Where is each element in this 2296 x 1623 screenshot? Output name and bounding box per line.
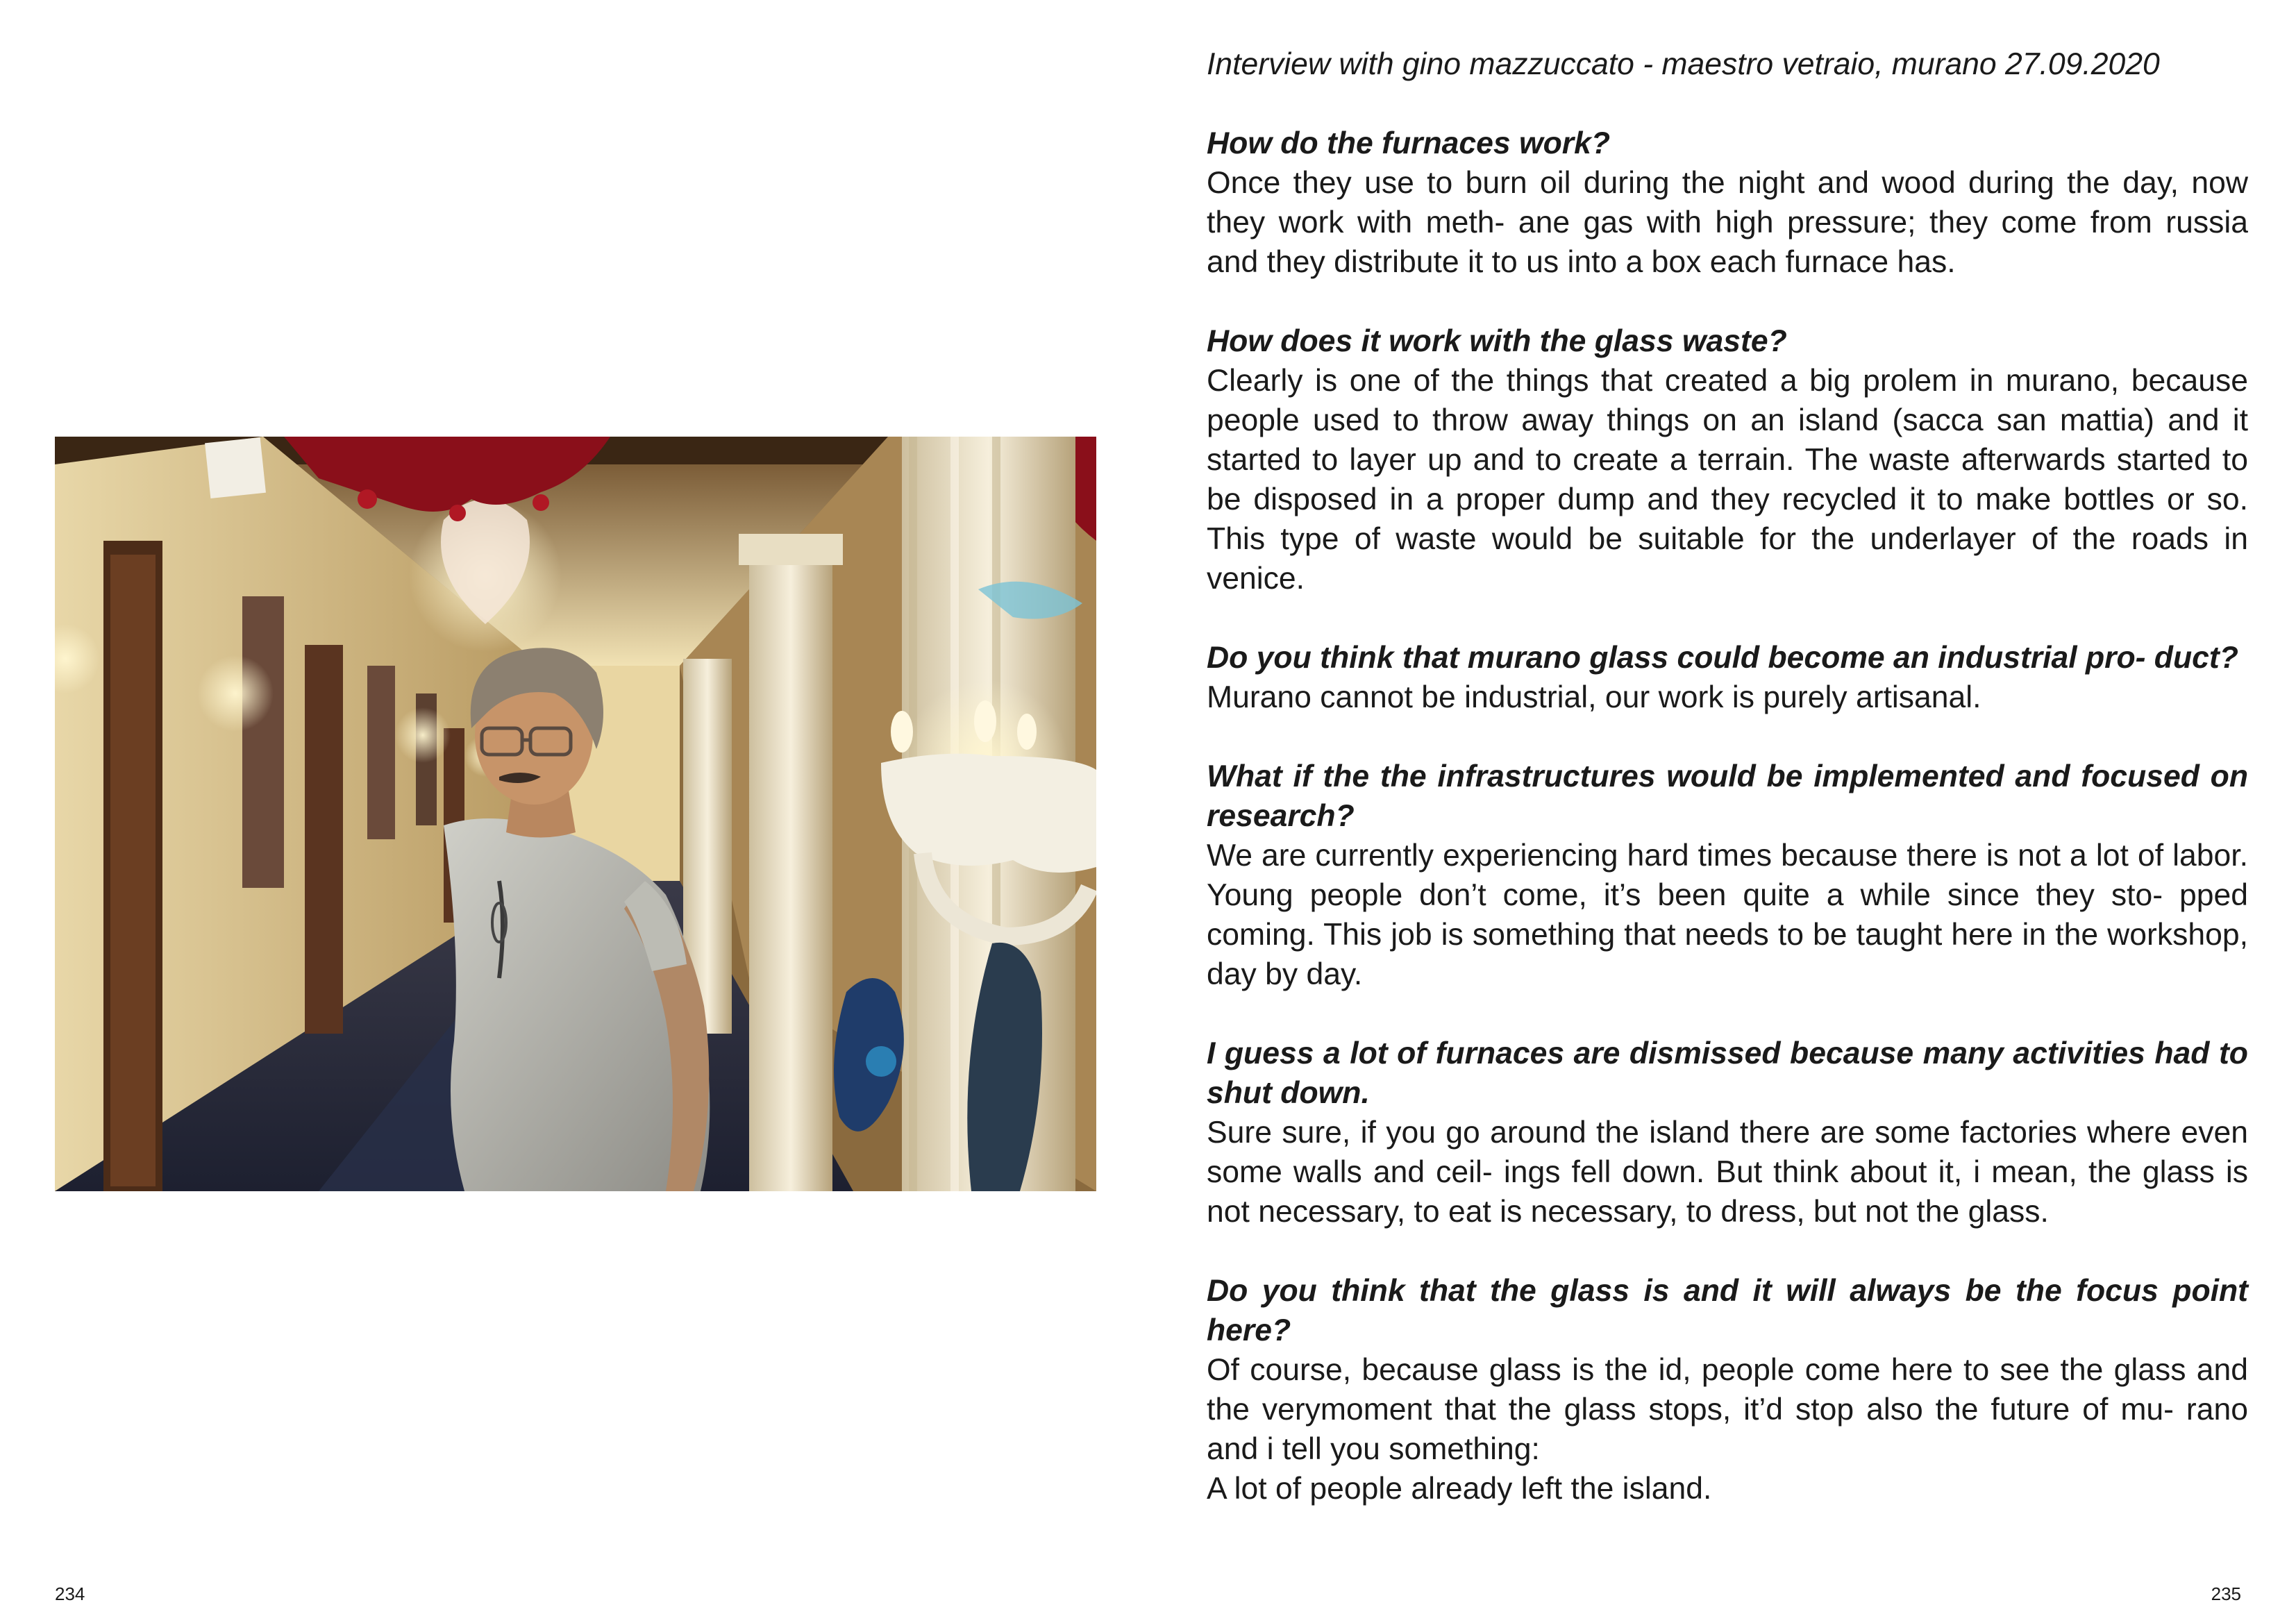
qa-block [1207,1271,2248,1508]
answer: We are currently experiencing hard times because there is not a lot of labor. Young people don’t come, it’s been quite a while since they sto- pped coming. This job is something that needs to be taught here in the workshop, day by day. [1207,839,2248,991]
question: I guess a lot of furnaces are dismissed because many activities had to shut down. [1207,1036,2248,1110]
question: Do you think that murano glass could become an industrial pro- duct? [1207,641,2238,675]
question: How does it work with the glass waste? [1207,324,1787,358]
right-page [1148,0,2296,1623]
photo-illustration [55,437,1096,1191]
qa-block [1207,638,2248,717]
qa-block [1207,1034,2248,1231]
page-number-right: 235 [2211,1583,2241,1604]
answer-closing-line: A lot of people already left the island. [1207,1472,1712,1506]
qa-block [1207,757,2248,994]
question: How do the furnaces work? [1207,126,1611,160]
interview-photo [55,437,1096,1191]
answer: Of course, because glass is the id, people come here to see the glass and the verymoment that the glass stops, it’d stop also the future of mu- rano and i tell you something: [1207,1353,2248,1466]
interview-column [1207,44,2248,1508]
qa-block [1207,124,2248,282]
answer: Clearly is one of the things that created a big prolem in murano, because people used to throw away things on an island (sacca san mattia) and it started to layer up and to create a terrain. The waste afterwards started to be disposed in a proper dump and they recycled it to make bottles or so. This type of waste would be suitable for the underlayer of the roads in venice. [1207,364,2248,596]
interview-title: Interview with gino mazzuccato - maestro vetraio, murano 27.09.2020 [1207,47,2160,81]
qa-block [1207,321,2248,598]
answer: Sure sure, if you go around the island there are some factories where even some walls and ceil- ings fell down. But think about it, i mean, the glass is not necessary, to eat is necessary, to dress, but not the glass. [1207,1116,2248,1229]
question: What if the the infrastructures would be implemented and focused on research? [1207,759,2248,833]
page-number-left: 234 [55,1583,85,1604]
answer: Once they use to burn oil during the night and wood during the day, now they work with meth- ane gas with high pressure; they come from russia and they distribute it to us into a box each furnace has. [1207,166,2248,279]
question: Do you think that the glass is and it will always be the focus point here? [1207,1274,2248,1347]
answer: Murano cannot be industrial, our work is purely artisanal. [1207,680,1981,714]
